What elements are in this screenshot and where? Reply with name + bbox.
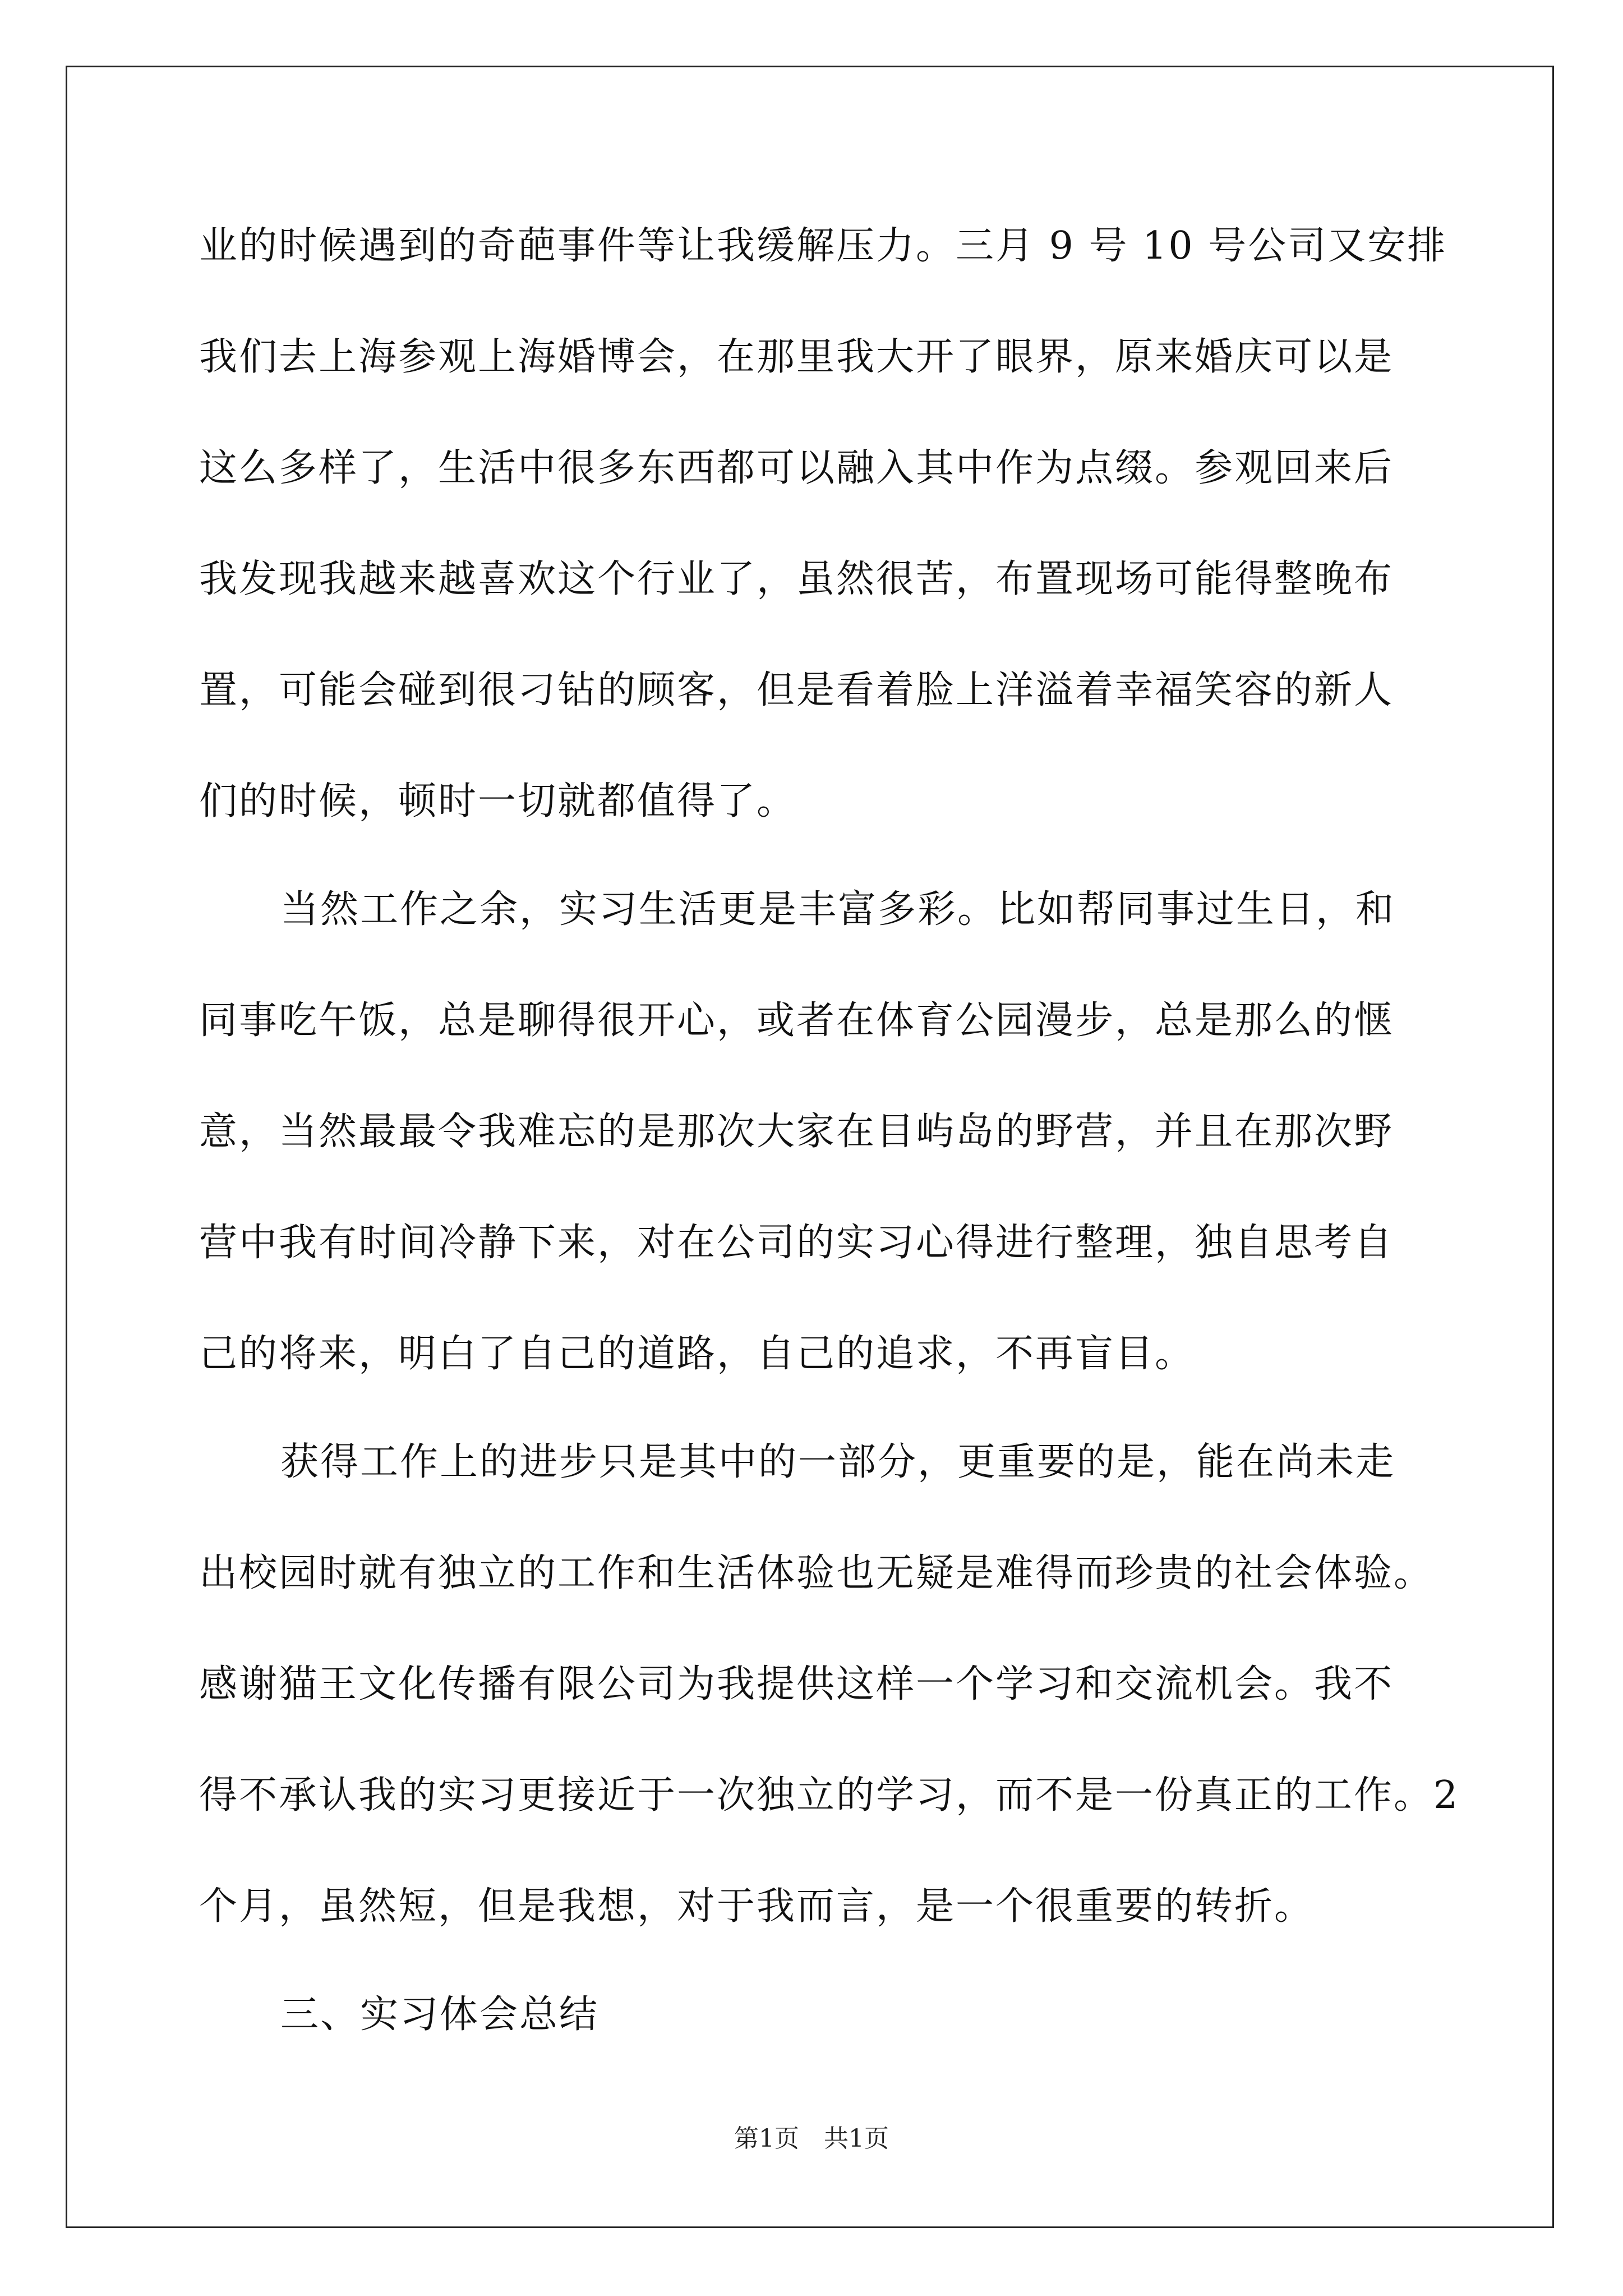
- text-line: 出校园时就有独立的工作和生活体验也无疑是难得而珍贵的社会体验。: [199, 1551, 1434, 1595]
- text-line: 个月，虽然短，但是我想，对于我而言，是一个很重要的转折。: [199, 1884, 1315, 1929]
- text-line: 意，当然最最令我难忘的是那次大家在目屿岛的野营，并且在那次野: [199, 1110, 1394, 1154]
- text-line: 我发现我越来越喜欢这个行业了，虽然很苦，布置现场可能得整晚布: [199, 557, 1394, 601]
- paragraph-first-line: 当然工作之余，实习生活更是丰富多彩。比如帮同事过生日，和: [280, 887, 1396, 932]
- text-line: 得不承认我的实习更接近于一次独立的学习，而不是一份真正的工作。2: [199, 1773, 1460, 1818]
- text-line: 置，可能会碰到很刁钻的顾客，但是看着脸上洋溢着幸福笑容的新人: [199, 668, 1394, 712]
- page-footer: 第1页 共1页: [734, 2124, 889, 2153]
- text-line: 感谢猫王文化传播有限公司为我提供这样一个学习和交流机会。我不: [199, 1662, 1394, 1706]
- text-line: 我们去上海参观上海婚博会，在那里我大开了眼界，原来婚庆可以是: [199, 335, 1394, 379]
- text-line: 同事吃午饭，总是聊得很开心，或者在体育公园漫步，总是那么的惬: [199, 999, 1394, 1043]
- text-line: 己的将来，明白了自己的道路，自己的追求，不再盲目。: [199, 1332, 1195, 1376]
- paragraph-first-line: 获得工作上的进步只是其中的一部分，更重要的是，能在尚未走: [280, 1440, 1396, 1484]
- text-line: 们的时候，顿时一切就都值得了。: [199, 779, 797, 823]
- text-line: 营中我有时间冷静下来，对在公司的实习心得进行整理，独自思考自: [199, 1221, 1394, 1265]
- section-heading: 三、实习体会总结: [280, 1993, 600, 2037]
- text-line: 这么多样了，生活中很多东西都可以融入其中作为点缀。参观回来后: [199, 446, 1394, 490]
- text-line: 业的时候遇到的奇葩事件等让我缓解压力。三月 9 号 10 号公司又安排: [199, 224, 1447, 268]
